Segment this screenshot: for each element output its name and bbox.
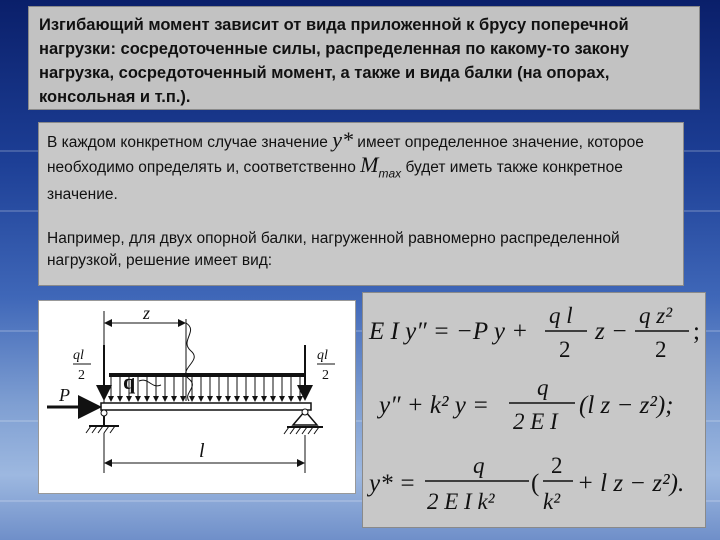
eq2-frac-num: q	[537, 375, 549, 400]
label-q: q	[123, 369, 136, 394]
beam-diagram-svg	[39, 301, 355, 493]
right-reaction-num: ql	[317, 348, 328, 363]
label-z: z	[143, 303, 151, 323]
intro-text-box	[28, 6, 700, 110]
para1-part3: будет иметь также конкретное значение.	[47, 159, 623, 204]
explanation-box	[38, 122, 684, 286]
paragraph-1	[47, 129, 675, 206]
label-l: l	[199, 440, 205, 462]
beam	[101, 403, 311, 410]
eq3-rhs: + l z − z²).	[577, 470, 685, 497]
y-star-symbol: y*	[332, 127, 353, 152]
eq3-frac2-den: k²	[543, 489, 561, 514]
load-top-bar	[109, 373, 305, 377]
eq3-frac1-den: 2 E I k²	[427, 489, 495, 514]
formula-svg	[363, 293, 705, 527]
eq1-frac1-den: 2	[559, 337, 571, 362]
right-support-hatch	[284, 427, 319, 434]
eq3-paren-open: (	[531, 470, 540, 497]
eq1-mid: z −	[595, 318, 628, 345]
eq1-frac2-num: q z²	[639, 303, 673, 328]
m-max-symbol	[360, 152, 402, 181]
eq3-frac1-num: q	[473, 453, 485, 478]
label-P: P	[59, 385, 70, 405]
formula-box	[362, 292, 706, 528]
left-support-pin	[101, 410, 107, 416]
left-reaction-num: ql	[73, 348, 84, 363]
eq1-lhs: E I y″ = −P y +	[369, 318, 529, 345]
eq3-frac2-num: 2	[551, 453, 563, 478]
m-symbol: M	[360, 152, 379, 177]
right-reaction-den: 2	[322, 368, 329, 383]
intro-text: Изгибающий момент зависит от вида приложенной к брусу поперечной нагрузки: сосредоточенные силы, распределенная по какому-то закону нагрузка, сосредоточенный момент, а также и вида балки (на опорах, консольная и т.п.).	[39, 16, 629, 106]
eq2-rhs: (l z − z²);	[579, 392, 674, 419]
para1-part1: В каждом конкретном случае значение	[47, 134, 333, 151]
left-support-hatch	[86, 426, 115, 433]
eq1-end: ;	[693, 318, 700, 345]
eq1-frac1-num: q l	[549, 303, 573, 328]
right-support-pin	[302, 409, 308, 415]
paragraph-2: Например, для двух опорной балки, нагруженной равномерно распределенной нагрузкой, решение имеет вид:	[47, 230, 620, 270]
m-subscript: max	[378, 166, 402, 181]
para1-part2: имеет определенное значение, которое необходимо определять и, соответственно	[47, 134, 644, 176]
eq2-lhs: y″ + k² y =	[379, 392, 489, 419]
eq1-frac2-den: 2	[655, 337, 667, 362]
q-leader-line	[139, 380, 161, 386]
left-reaction-den: 2	[78, 368, 85, 383]
section-wavy-line	[186, 323, 194, 401]
beam-diagram	[38, 300, 356, 494]
eq3-lhs: y* =	[369, 470, 416, 497]
eq2-frac-den: 2 E I	[513, 409, 558, 434]
